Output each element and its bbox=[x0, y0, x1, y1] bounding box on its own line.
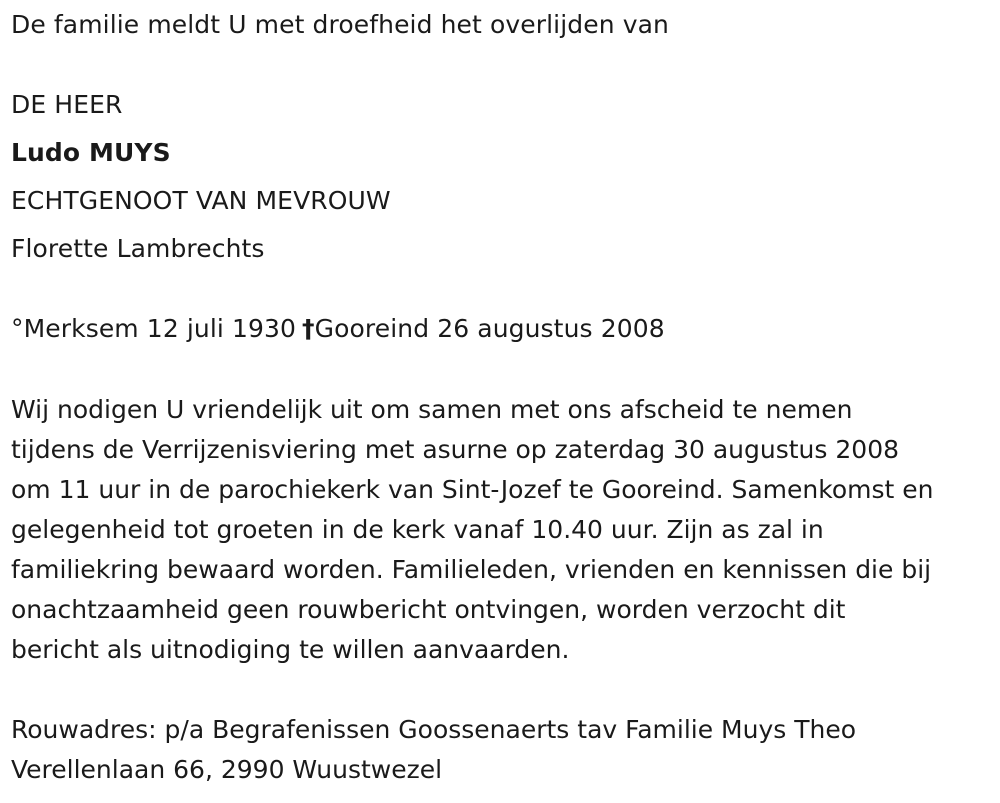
paragraph-line: onachtzaamheid geen rouwbericht ontvingen, worden verzocht dit bbox=[11, 595, 846, 624]
honorific-title: DE HEER bbox=[11, 90, 123, 119]
address-line: Rouwadres: p/a Begrafenissen Goossenaerts tav Familie Muys Theo bbox=[11, 715, 857, 744]
life-dates bbox=[11, 313, 665, 345]
death-info: Gooreind 26 augustus 2008 bbox=[314, 314, 665, 343]
birth-info: °Merksem 12 juli 1930 bbox=[11, 314, 297, 343]
cross-icon: † bbox=[302, 314, 315, 343]
paragraph-line: gelegenheid tot groeten in de kerk vanaf 10.40 uur. Zijn as zal in bbox=[11, 515, 824, 544]
paragraph-line: Wij nodigen U vriendelijk uit om samen met ons afscheid te nemen bbox=[11, 395, 853, 424]
address-line: Verellenlaan 66, 2990 Wuustwezel bbox=[11, 755, 443, 784]
paragraph-line: om 11 uur in de parochiekerk van Sint-Jozef te Gooreind. Samenkomst en bbox=[11, 475, 934, 504]
paragraph-line: bericht als uitnodiging te willen aanvaarden. bbox=[11, 635, 570, 664]
deceased-name: Ludo MUYS bbox=[11, 138, 171, 167]
paragraph-line: tijdens de Verrijzenisviering met asurne op zaterdag 30 augustus 2008 bbox=[11, 435, 900, 464]
paragraph-line: familiekring bewaard worden. Familieleden, vrienden en kennissen die bij bbox=[11, 555, 932, 584]
intro-text: De familie meldt U met droefheid het overlijden van bbox=[11, 10, 669, 39]
spouse-label: ECHTGENOOT VAN MEVROUW bbox=[11, 186, 391, 215]
spouse-name: Florette Lambrechts bbox=[11, 234, 265, 263]
